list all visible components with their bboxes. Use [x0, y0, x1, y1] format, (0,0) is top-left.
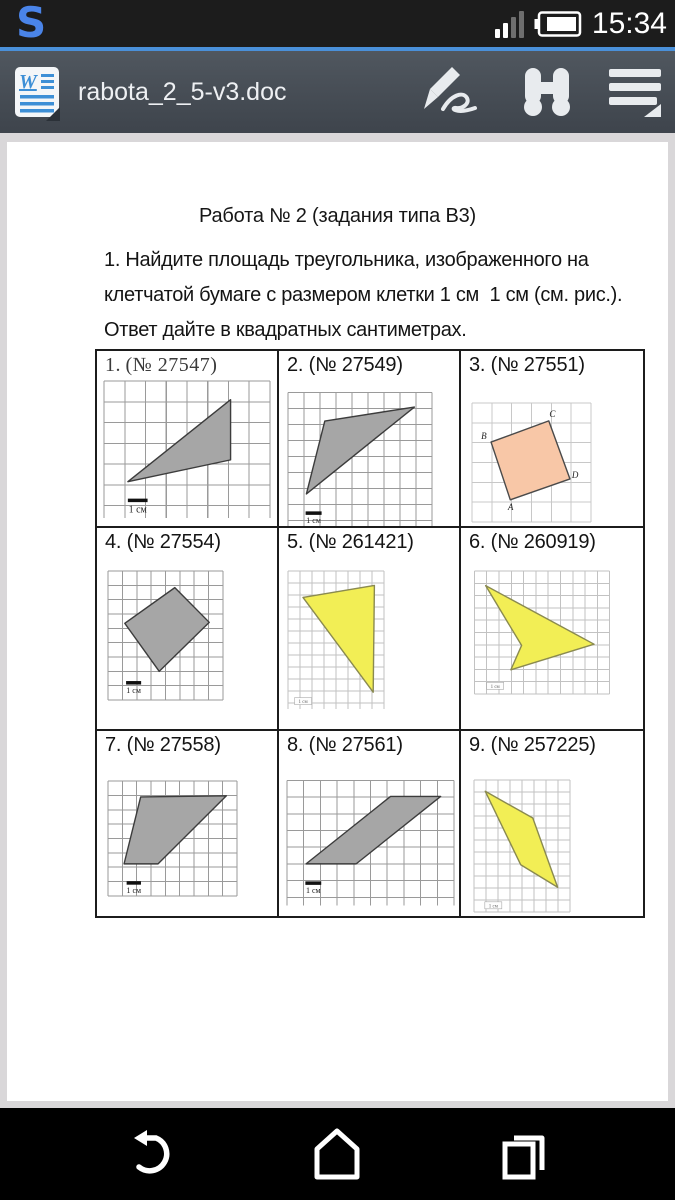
binoculars-search-icon	[523, 66, 571, 118]
svg-text:1 см: 1 см	[126, 885, 142, 895]
document-filename: rabota_2_5-v3.doc	[78, 78, 287, 106]
svg-text:B: B	[481, 431, 487, 442]
grid-figure	[471, 402, 592, 528]
home-icon	[311, 1127, 363, 1181]
svg-text:C: C	[549, 408, 556, 419]
svg-text:1 см: 1 см	[298, 700, 308, 706]
notification-app-icon: S	[16, 0, 47, 47]
grid-figure	[287, 391, 433, 528]
svg-text:D: D	[571, 469, 579, 480]
svg-text:W: W	[19, 71, 37, 93]
svg-text:1 см: 1 см	[490, 684, 500, 690]
android-nav-bar	[0, 1108, 675, 1200]
back-button[interactable]	[103, 1108, 193, 1200]
table-cell-9	[461, 731, 643, 916]
problem-label: 3. (№ 27551)	[469, 354, 585, 376]
grid-figure	[107, 780, 238, 902]
svg-text:1 см: 1 см	[488, 904, 498, 910]
paragraph-line: клетчатой бумаге с размером клетки 1 см 1 см (см. рис.).	[104, 284, 623, 306]
table-cell-1	[97, 351, 279, 528]
svg-text:A: A	[507, 502, 514, 513]
grid-figure	[473, 779, 571, 916]
svg-text:1 см: 1 см	[305, 886, 321, 896]
word-document-icon[interactable]	[14, 66, 64, 127]
overflow-menu-icon	[609, 67, 661, 117]
table-cell-7	[97, 731, 279, 916]
problem-label: 8. (№ 27561)	[287, 734, 403, 756]
grid-figure	[103, 380, 271, 524]
recent-apps-icon	[498, 1128, 550, 1180]
app-toolbar	[0, 51, 675, 133]
grid-figure	[107, 570, 224, 706]
problem-label: 5. (№ 261421)	[287, 531, 414, 553]
problem-label: 4. (№ 27554)	[105, 531, 221, 553]
grid-figure	[287, 570, 385, 715]
problems-table	[95, 349, 645, 918]
task-paragraph	[104, 246, 622, 351]
document-page	[7, 142, 668, 1101]
problem-label: 1. (№ 27547)	[105, 354, 218, 376]
table-cell-8	[279, 731, 461, 916]
svg-text:1 см: 1 см	[306, 516, 321, 526]
table-cell-2	[279, 351, 461, 528]
pen-edit-icon	[421, 65, 481, 119]
problem-label: 2. (№ 27549)	[287, 354, 403, 376]
table-cell-3	[461, 351, 643, 528]
grid-figure	[473, 570, 611, 700]
svg-text:1 см: 1 см	[128, 504, 147, 516]
grid-figure	[286, 779, 455, 912]
paragraph-line: 1. Найдите площадь треугольника, изображенного на	[104, 249, 589, 271]
menu-button[interactable]	[604, 51, 666, 133]
table-cell-5	[279, 528, 461, 731]
edit-pen-button[interactable]	[420, 51, 482, 133]
problem-label: 7. (№ 27558)	[105, 734, 221, 756]
document-title: Работа № 2 (задания типа В3)	[199, 205, 476, 227]
document-view[interactable]	[0, 133, 675, 1108]
clock: 15:34	[591, 7, 667, 40]
home-button[interactable]	[292, 1108, 382, 1200]
back-icon	[122, 1129, 174, 1179]
problem-label: 6. (№ 260919)	[469, 531, 596, 553]
status-bar	[0, 0, 675, 47]
svg-text:1 см: 1 см	[126, 685, 141, 695]
paragraph-line: Ответ дайте в квадратных сантиметрах.	[104, 319, 467, 341]
recent-apps-button[interactable]	[479, 1108, 569, 1200]
signal-strength-icon	[495, 10, 524, 38]
search-button[interactable]	[516, 51, 578, 133]
battery-icon	[534, 10, 582, 38]
table-cell-6	[461, 528, 643, 731]
table-cell-4	[97, 528, 279, 731]
problem-label: 9. (№ 257225)	[469, 734, 596, 756]
